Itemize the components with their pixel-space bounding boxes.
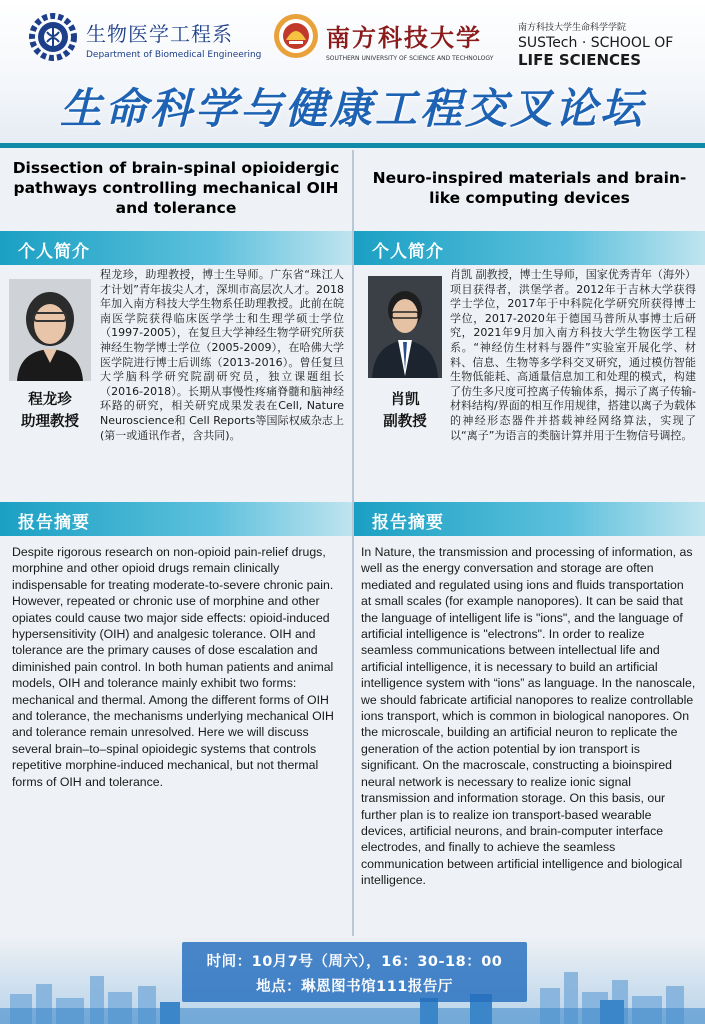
university-name-cn: 南方科技大学 xyxy=(326,23,482,52)
event-time: 时间：10月7号（周六），16：30-18：00 xyxy=(206,954,503,970)
male-portrait-icon xyxy=(368,276,442,378)
title-stripe xyxy=(0,143,705,148)
left-bio-section-bar xyxy=(0,231,352,265)
event-info-box xyxy=(182,942,527,1002)
bme-gear-logo-icon xyxy=(28,12,78,62)
event-location: 地点：琳恩图书馆111报告厅 xyxy=(256,979,453,995)
left-abstract-section-bar xyxy=(0,502,352,536)
left-bio-heading: 个人简介 xyxy=(18,242,90,262)
school-name-en-line2: LIFE SCIENCES xyxy=(518,51,642,69)
dept-name-cn: 生物医学工程系 xyxy=(86,22,233,46)
right-speaker-photo xyxy=(368,276,442,378)
right-speaker-position: 副教授 xyxy=(383,414,427,430)
left-abstract-heading: 报告摘要 xyxy=(18,513,90,533)
female-portrait-icon xyxy=(9,279,91,381)
poster-header xyxy=(0,0,705,148)
left-speaker-photo xyxy=(9,279,91,381)
right-bio-heading: 个人简介 xyxy=(372,242,444,262)
dept-name-en: Department of Biomedical Engineering xyxy=(86,50,262,60)
right-abstract-text: In Nature, the transmission and processing of information, as well as the energy conversation and storage are often mediated and regulated using ions and fluids transportation at small scales (for example nanopores). It can be said that the language of intelligent life is "ions", and the language of artificial intelligence is "electrons". In order to realize seamless communications between intellectual life and artificial intelligence, it is necessary to build an artificial intelligence system with “ions” as language. In the nanoscale, we should fabricate artificial nanopores to realize controllable ions transport, which is common in biological nanopores. On the microscale, building an artificial neuron to replicate the generation of the action potential by ion transport is significant. On the macroscale, constructing a bioinspired neural network is necessary to realize ionic signal transmission and information storage. On this basis, our further plan is to realize ion transport-based wearable devices, artificial neurons, and brain-computer interface electrodes, and finally to achieve the seamless communication between artificial intelligence and biological intelligence. xyxy=(361,545,696,888)
right-speaker-name: 肖凯 xyxy=(390,392,420,408)
left-abstract-text: Despite rigorous research on non-opioid pain-relief drugs, morphine and other opioid drugs remain clinically indispensable for treating moderate-to-severe chronic pain. However, repeated or chronic use of morphine and other opiates could cause two major side effects: opioid-induced hypersensitivity (OIH) and analgesic tolerance. OIH and tolerance are the primary causes of dose escalation and diminished pain control. In both human patients and animal models, OIH and tolerance mainly exhibit two forms: mechanical and thermal. Among the different forms of OIH and tolerance, the mechanisms underlying mechanical OIH and tolerance remain unresolved. Here we will discuss several brain–to–spinal opioidegic systems that controls repetitive morphine-induced mechanical, but not thermal forms of OIH and tolerance. xyxy=(12,545,334,789)
left-speaker-bio: 程龙珍，助理教授，博士生导师。广东省“珠江人才计划”青年拔尖人才，深圳市高层次人才。2018年加入南方科技大学生物系任助理教授。此前在皖南医学院获得临床医学学士和生理学硕士学位（1997-2005），在复旦大学神经生物学研究所获神经生物学博士学位（2005-2009），在哈佛大学医学院进行博士后训练（2013-2016）。曾任复旦大学脑科学研究院副研究员，独立课题组长（2016-2018）。长期从事慢性疼痛脊髓和脑神经环路的研究，相关研究成果发表在Cell, Nature Neuroscience和 Cell Reports等国际权威杂志上(第一或通讯作者，含共同)。 xyxy=(100,268,344,442)
sustech-logo-text xyxy=(326,18,493,62)
sustech-seal-icon xyxy=(272,12,320,60)
right-bio-section-bar xyxy=(354,231,705,265)
right-speaker-bio: 肖凯 副教授，博士生导师，国家优秀青年（海外）项目获得者，洪堡学者。2012年于吉林大学获得学士学位，2017年于中科院化学研究所获得博士学位，2017-2020年于德国马普所从事博士后研究，2021年9月加入南方科技大学生物医学工程系。“神经仿生材料与器件”实验室开展化学、材料、信息、生物等多学科交叉研究，通过模仿智能生物低能耗、高通量信息加工和处理的模式，构建了仿生多尺度可控离子传输体系，揭示了离子传输-材料结构/界面的相互作用规律，搭建以离子为载体的神经形态器件并搭载神经网络算法，实现了以“离子”为语言的类脑计算并用于生物信号调控。 xyxy=(450,268,696,442)
left-speaker-position: 助理教授 xyxy=(21,414,79,430)
right-abstract-heading: 报告摘要 xyxy=(372,513,444,533)
right-abstract-section-bar xyxy=(354,502,705,536)
poster-footer xyxy=(0,936,705,1024)
school-name-cn: 南方科技大学生命科学学院 xyxy=(518,23,627,33)
left-talk-title: Dissection of brain-spinal opioidergic pathways controlling mechanical OIH and tolerance xyxy=(12,159,340,217)
left-speaker-name: 程龙珍 xyxy=(28,392,72,408)
logo-row xyxy=(0,10,705,72)
bme-logo-text xyxy=(86,18,261,60)
life-sciences-logo xyxy=(518,20,698,69)
school-name-en-line1: SUSTech · SCHOOL OF xyxy=(518,35,674,51)
column-divider xyxy=(352,150,354,940)
university-name-en: SOUTHERN UNIVERSITY OF SCIENCE AND TECHNOLOGY xyxy=(326,55,494,62)
right-talk-title: Neuro-inspired materials and brain-like computing devices xyxy=(372,169,687,207)
forum-title: 生命科学与健康工程交叉论坛 xyxy=(59,84,645,133)
